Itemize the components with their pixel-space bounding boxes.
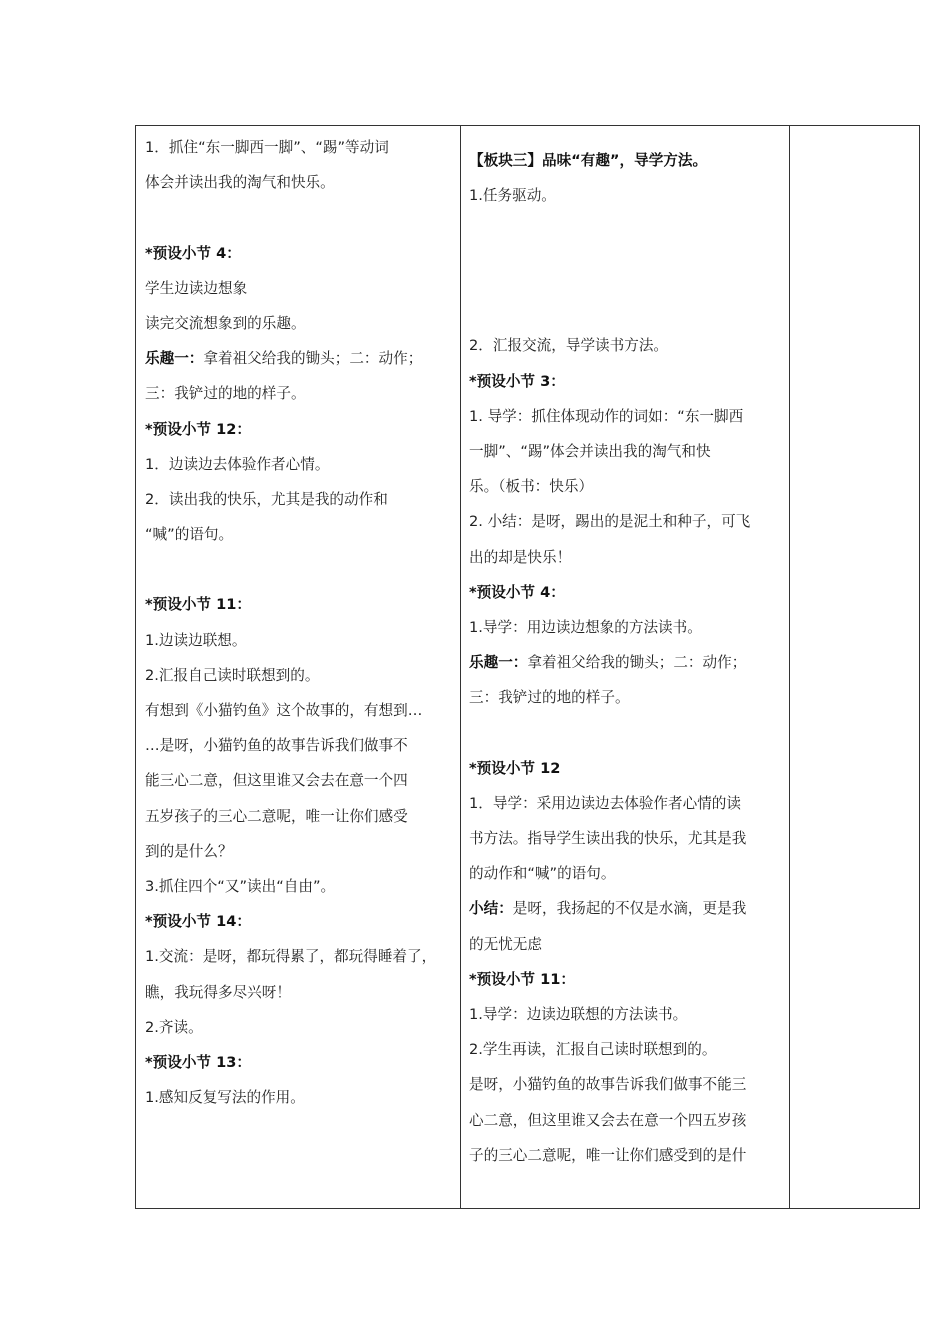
text-line: 读完交流想象到的乐趣。 [145,314,306,332]
text-line: 1.感知反复写法的作用。 [145,1089,305,1107]
text-line [145,341,452,376]
text-line: 2.学生再读，汇报自己读时联想到的。 [469,1041,717,1059]
text-line: 1.导学：边读边联想的方法读书。 [469,1005,688,1023]
section-heading: *预设小节 11： [145,596,251,614]
text-line [469,891,781,926]
text-line: 1．边读边去体验作者心情。 [145,455,330,473]
text-line: 2.汇报自己读时联想到的。 [145,666,320,684]
section-heading: *预设小节 12： [145,420,251,438]
section-heading: *预设小节 4： [145,244,241,262]
text-line: 的无忧无虑 [469,935,542,953]
text-line: 1.导学：用边读边想象的方法读书。 [469,618,702,636]
fun-label: 乐趣一： [145,350,204,368]
text-line: 1.交流：是呀，都玩得累了，都玩得睡着了， [145,948,437,966]
text-line: 的动作和“喊”的语句。 [469,865,616,883]
section-heading: *预设小节 12 [469,759,561,777]
text-line: 1．抓住“东一脚西一脚”、“踢”等动词 [145,139,389,156]
text-line: 1. 导学：抓住体现动作的词如：“东一脚西 [469,407,744,425]
text-line: 三：我铲过的地的样子。 [145,385,306,403]
text-line: 出的却是快乐！ [469,548,572,566]
text-line: 1.边读边联想。 [145,631,247,649]
student-activity-column [136,126,461,1208]
text-line: 2.齐读。 [145,1018,203,1036]
summary-label: 小结： [469,900,513,918]
text-line: …是呀，小猫钓鱼的故事告诉我们做事不 [145,737,408,755]
section-heading: *预设小节 11： [469,970,575,988]
text-line: 1．导学：采用边读边去体验作者心情的读 [469,794,741,812]
teacher-guidance-column [461,126,790,1208]
text-line: 到的是什么？ [145,842,233,860]
text-line: 书方法。指导学生读出我的快乐，尤其是我 [469,830,747,847]
section-title: 【板块三】品味“有趣”，导学方法。 [469,152,708,169]
section-heading: *预设小节 14： [145,913,251,931]
lesson-plan-table [135,125,920,1209]
section-heading: *预设小节 13： [145,1053,251,1071]
notes-column [790,126,919,1208]
fun-label: 乐趣一： [469,654,528,672]
text-line: 是呀，小猫钓鱼的故事告诉我们做事不能三 [469,1076,747,1094]
summary-text: 是呀，我扬起的不仅是水滴，更是我 [512,900,747,918]
text-line: 1.任务驱动。 [469,187,556,205]
text-line: 心二意，但这里谁又会去在意一个四五岁孩 [469,1111,747,1129]
text-line: 五岁孩子的三心二意呢，唯一让你们感受 [145,807,408,825]
text-line: 有想到《小猫钓鱼》这个故事的，有想到… [145,702,423,719]
text-line: 2．读出我的快乐，尤其是我的动作和 [145,490,388,508]
text-line [469,645,781,680]
text-line: 学生边读边想象 [145,279,248,297]
fun-text: 拿着祖父给我的锄头；二：动作； [203,350,423,368]
text-line: 3.抓住四个“又”读出“自由”。 [145,877,336,895]
text-line: “喊”的语句。 [145,526,234,544]
section-heading: *预设小节 3： [469,372,565,390]
text-line: 三：我铲过的地的样子。 [469,689,630,707]
text-line: 乐。（板书：快乐） [469,478,594,496]
text-line: 子的三心二意呢，唯一让你们感受到的是什 [469,1146,747,1164]
text-line: 体会并读出我的淘气和快乐。 [145,174,335,192]
text-line: 能三心二意，但这里谁又会去在意一个四 [145,772,408,790]
section-heading: *预设小节 4： [469,583,565,601]
text-line: 一脚”、“踢”体会并读出我的淘气和快 [469,442,711,460]
text-line: 2. 小结：是呀，踢出的是泥土和种子，可飞 [469,513,751,531]
text-line: 瞧，我玩得多尽兴呀！ [145,983,291,1001]
text-line: 2．汇报交流，导学读书方法。 [469,337,669,355]
fun-text: 拿着祖父给我的锄头；二：动作； [527,654,747,672]
